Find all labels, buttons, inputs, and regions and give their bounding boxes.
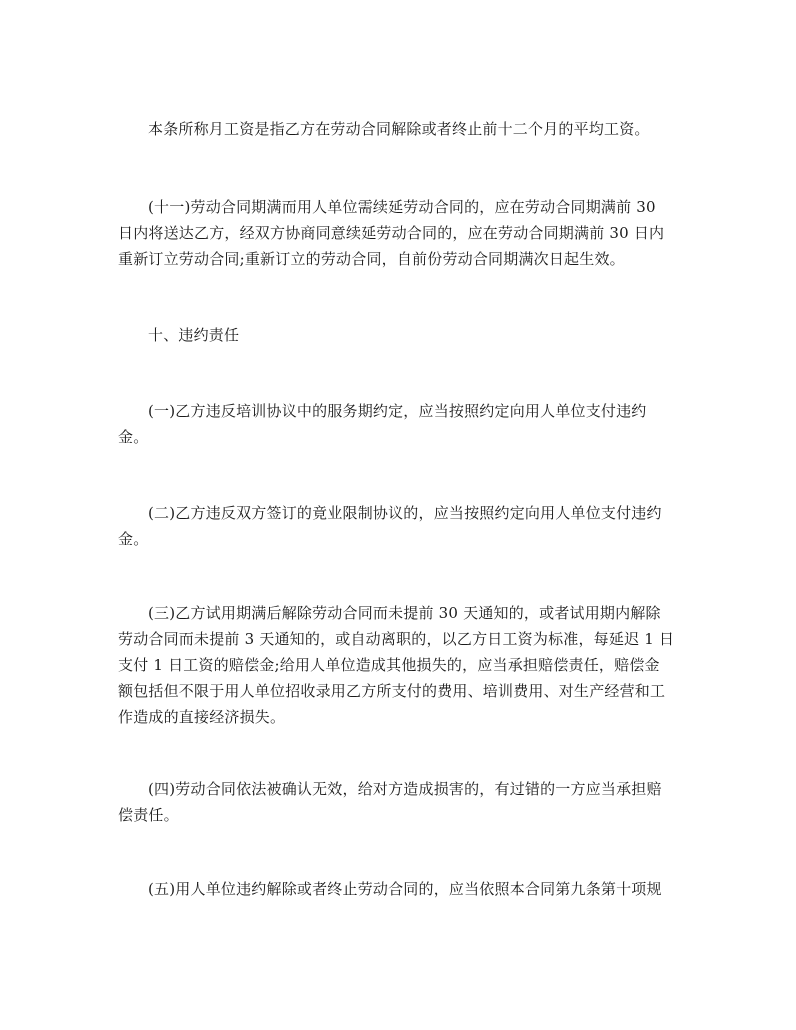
text-line: 本条所称月工资是指乙方在劳动合同解除或者终止前十二个月的平均工资。: [148, 120, 650, 138]
text-line: (一)乙方违反培训协议中的服务期约定，应当按照约定向用人单位支付违约: [148, 402, 647, 420]
text-line: 作造成的直接经济损失。: [118, 708, 286, 726]
paragraph-monthly-wage-definition: [118, 116, 688, 142]
text-line: (四)劳动合同依法被确认无效，给对方造成损害的，有过错的一方应当承担赔: [148, 780, 662, 798]
text-line: (十一)劳动合同期满而用人单位需续延劳动合同的，应在劳动合同期满前 30: [148, 198, 656, 216]
text-line: 偿责任。: [118, 806, 179, 824]
text-line: 劳动合同而未提前 3 天通知的，或自动离职的，以乙方日工资为标准，每延迟 1 日: [118, 630, 675, 648]
text-line: 日内将送达乙方，经双方协商同意续延劳动合同的，应在劳动合同期满前 30 日内: [118, 224, 665, 242]
text-line: (三)乙方试用期满后解除劳动合同而未提前 30 天通知的，或者试用期内解除: [148, 604, 661, 622]
paragraph-liability-5: [118, 876, 688, 902]
text-line: 金。: [118, 530, 149, 548]
paragraph-liability-4: [118, 776, 688, 828]
text-line: 重新订立劳动合同;重新订立的劳动合同，自前份劳动合同期满次日起生效。: [118, 250, 625, 268]
text-line: 额包括但不限于用人单位招收录用乙方所支付的费用、培训费用、对生产经营和工: [118, 682, 666, 700]
paragraph-liability-2: [118, 500, 688, 552]
paragraph-liability-3: [118, 600, 688, 730]
text-line: 支付 1 日工资的赔偿金;给用人单位造成其他损失的，应当承担赔偿责任，赔偿金: [118, 656, 660, 674]
text-line: (五)用人单位违约解除或者终止劳动合同的，应当依照本合同第九条第十项规: [148, 880, 662, 898]
section-heading-liability: [118, 322, 688, 348]
section-title: 十、违约责任: [148, 326, 240, 344]
text-line: (二)乙方违反双方签订的竟业限制协议的，应当按照约定向用人单位支付违约: [148, 504, 662, 522]
paragraph-clause-11: [118, 194, 688, 272]
text-line: 金。: [118, 428, 149, 446]
paragraph-liability-1: [118, 398, 688, 450]
